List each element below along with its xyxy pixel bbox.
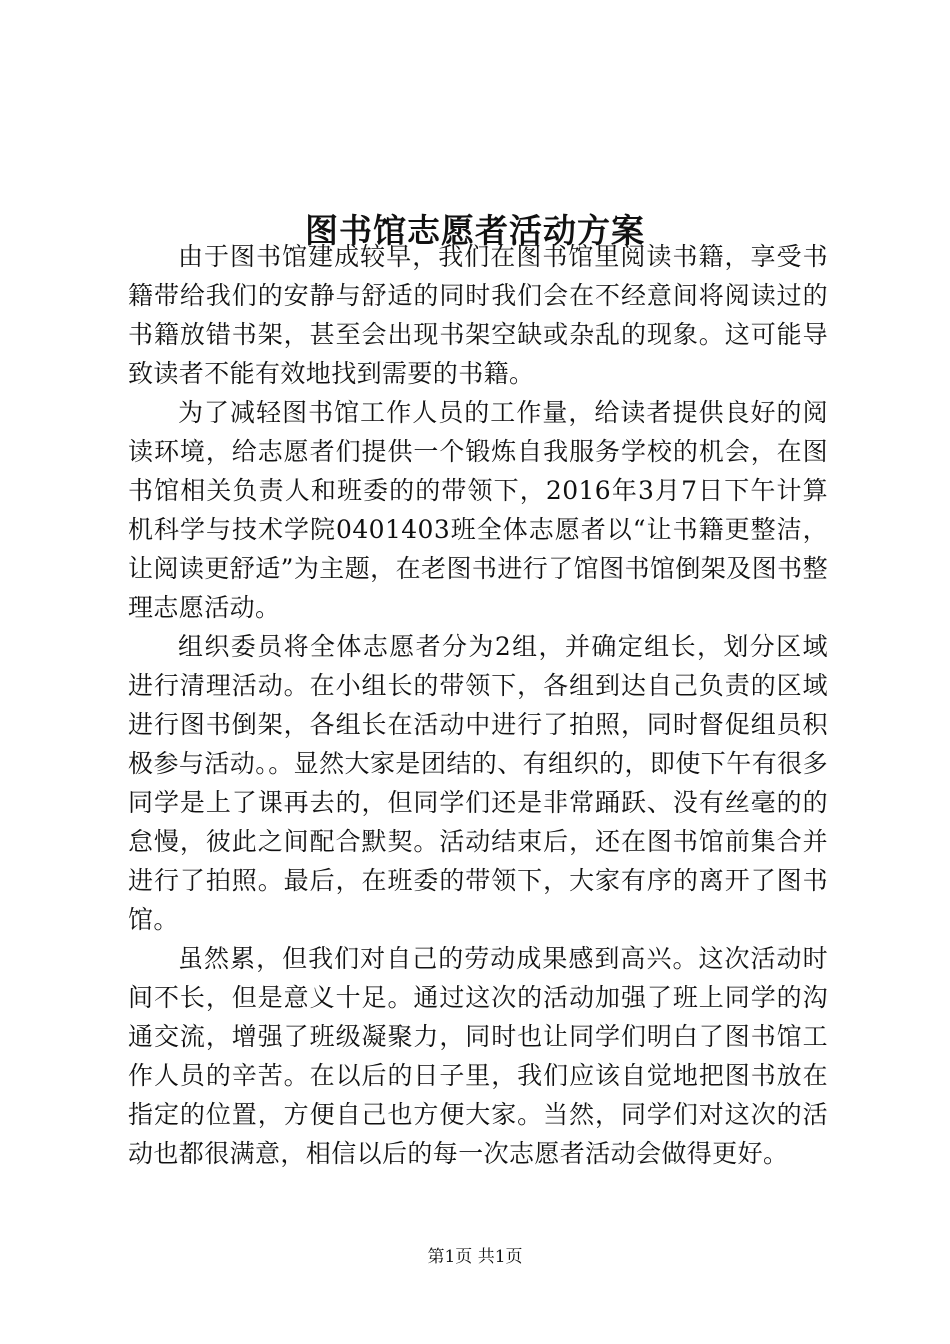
document-title: 图书馆志愿者活动方案 <box>305 211 645 251</box>
paragraph-3: 组织委员将全体志愿者分为2组，并确定组长，划分区域进行清理活动。在小组长的带领下，各组到达自己负责的区域进行图书倒架，各组长在活动中进行了拍照，同时督促组员积极参与活动。。显然大家是团结的、有组织的，即使下午有很多同学是上了课再去的，但同学们还是非常踊跃、没有丝毫的的怠慢，彼此之间配合默契。活动结束后，还在图书馆前集合并进行了拍照。最后，在班委的带领下，大家有序的离开了图书馆。 <box>128 632 828 934</box>
paragraph-4: 虽然累，但我们对自己的劳动成果感到高兴。这次活动时间不长，但是意义十足。通过这次的活动加强了班上同学的沟通交流，增强了班级凝聚力，同时也让同学们明白了图书馆工作人员的辛苦。在以后的日子里，我们应该自觉地把图书放在指定的位置，方便自己也方便大家。当然，同学们对这次的活动也都很满意，相信以后的每一次志愿者活动会做得更好。 <box>128 944 828 1168</box>
paragraph-2: 为了减轻图书馆工作人员的工作量，给读者提供良好的阅读环境，给志愿者们提供一个锻炼自我服务学校的机会，在图书馆相关负责人和班委的的带领下，2016年3月7日下午计算机科学与技术学院0401403班全体志愿者以“让书籍更整洁，让阅读更舒适”为主题，在老图书进行了馆图书馆倒架及图书整理志愿活动。 <box>128 398 828 622</box>
page-number-footer: 第1页 共1页 <box>427 1247 523 1267</box>
document-body <box>128 237 828 1173</box>
paragraph-1: 由于图书馆建成较早，我们在图书馆里阅读书籍，享受书籍带给我们的安静与舒适的同时我们会在不经意间将阅读过的书籍放错书架，甚至会出现书架空缺或杂乱的现象。这可能导致读者不能有效地找到需要的书籍。 <box>128 242 828 388</box>
